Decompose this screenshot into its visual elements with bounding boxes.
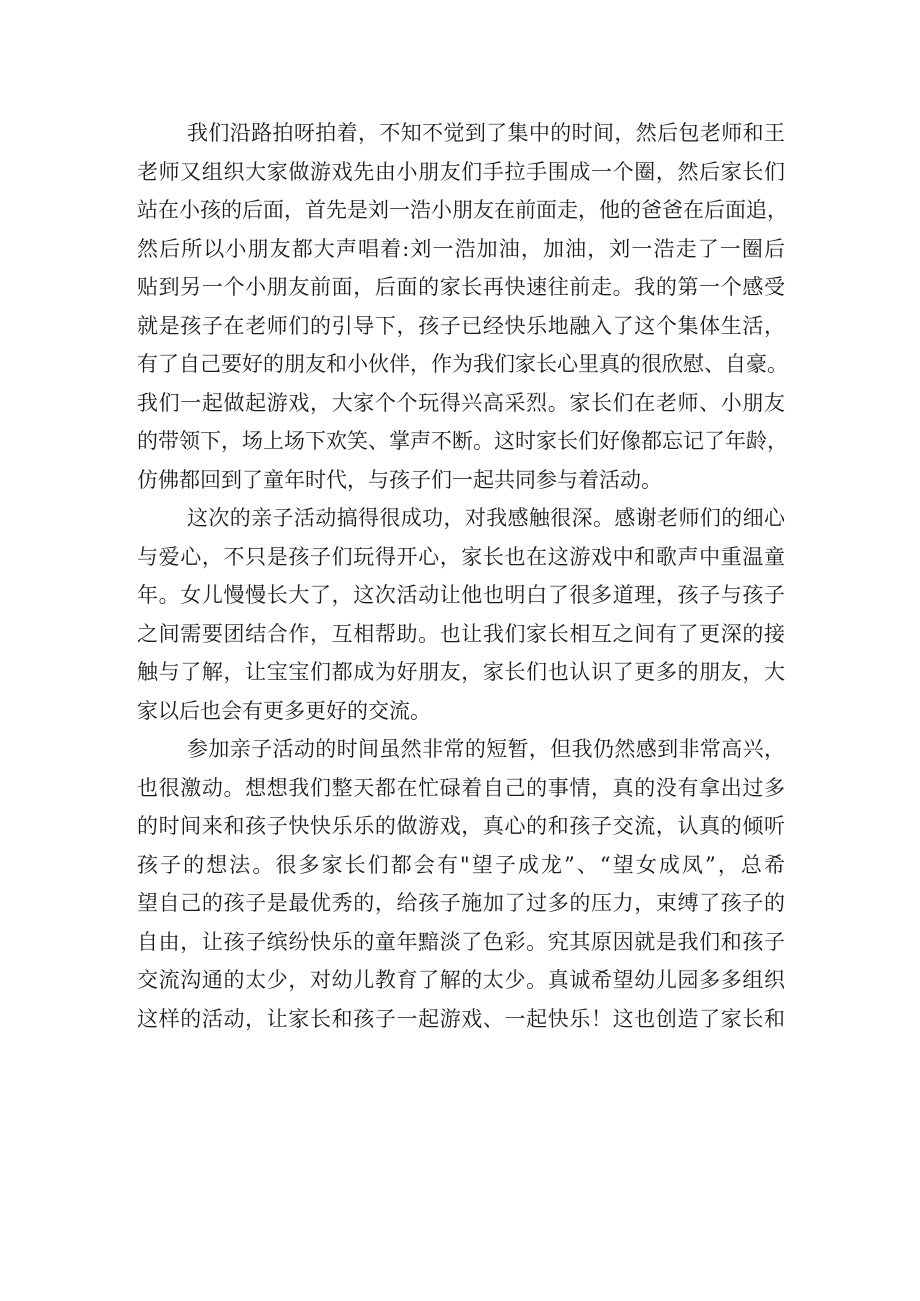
paragraph-line: 家以后也会有更多更好的交流。 [137,698,431,723]
paragraph-line: 望自己的孩子是最优秀的，给孩子施加了过多的压力，束缚了孩子的 [137,891,785,915]
paragraph-line: 自由，让孩子缤纷快乐的童年黯淡了色彩。究其原因就是我们和孩子 [137,929,785,954]
document-body [137,114,788,1038]
paragraph-line: 与爱心，不只是孩子们玩得开心，家长也在这游戏中和歌声中重温童 [137,544,785,569]
paragraph-line: 贴到另一个小朋友前面，后面的家长再快速往前走。我的第一个感受 [137,275,785,299]
paragraph-line: 的带领下，场上场下欢笑、掌声不断。这时家长们好像都忘记了年龄， [137,429,788,453]
paragraph-line: 之间需要团结合作，互相帮助。也让我们家长相互之间有了更深的接 [137,621,785,646]
paragraph-line: 的时间来和孩子快快乐乐的做游戏，真心的和孩子交流，认真的倾听 [137,814,785,838]
paragraph-3 [137,730,785,1038]
paragraph-line: 我们一起做起游戏，大家个个玩得兴高采烈。家长们在老师、小朋友 [137,390,785,415]
paragraph-line: 就是孩子在老师们的引导下，孩子已经快乐地融入了这个集体生活， [137,313,785,338]
paragraph-line: 交流沟通的太少，对幼儿教育了解的太少。真诚希望幼儿园多多组织 [137,968,785,992]
paragraph-2 [137,499,785,730]
paragraph-line: 也很激动。想想我们整天都在忙碌着自己的事情，真的没有拿出过多 [137,775,785,800]
paragraph-line: 仿佛都回到了童年时代，与孩子们一起共同参与着活动。 [137,467,662,492]
paragraph-line: 然后所以小朋友都大声唱着:刘一浩加油，加油，刘一浩走了一圈后 [137,236,785,261]
paragraph-line: 这样的活动，让家长和孩子一起游戏、一起快乐！这也创造了家长和 [137,1006,785,1031]
paragraph-line: 参加亲子活动的时间虽然非常的短暂，但我仍然感到非常高兴， [187,737,785,761]
paragraph-line: 这次的亲子活动搞得很成功，对我感触很深。感谢老师们的细心 [187,506,785,530]
paragraph-line: 老师又组织大家做游戏先由小朋友们手拉手围成一个圈，然后家长们 [137,159,785,184]
paragraph-line: 站在小孩的后面，首先是刘一浩小朋友在前面走，他的爸爸在后面追， [137,198,788,222]
paragraph-line: 我们沿路拍呀拍着，不知不觉到了集中的时间，然后包老师和王 [187,121,785,145]
paragraph-1 [137,114,788,499]
paragraph-line: 有了自己要好的朋友和小伙伴，作为我们家长心里真的很欣慰、自豪。 [137,352,788,376]
paragraph-line: 年。女儿慢慢长大了，这次活动让他也明白了很多道理，孩子与孩子 [137,583,785,607]
paragraph-line: 触与了解，让宝宝们都成为好朋友，家长们也认识了更多的朋友，大 [137,660,785,684]
paragraph-line: 孩子的想法。很多家长们都会有"望子成龙”、“望女成凤”，总希 [137,852,785,877]
